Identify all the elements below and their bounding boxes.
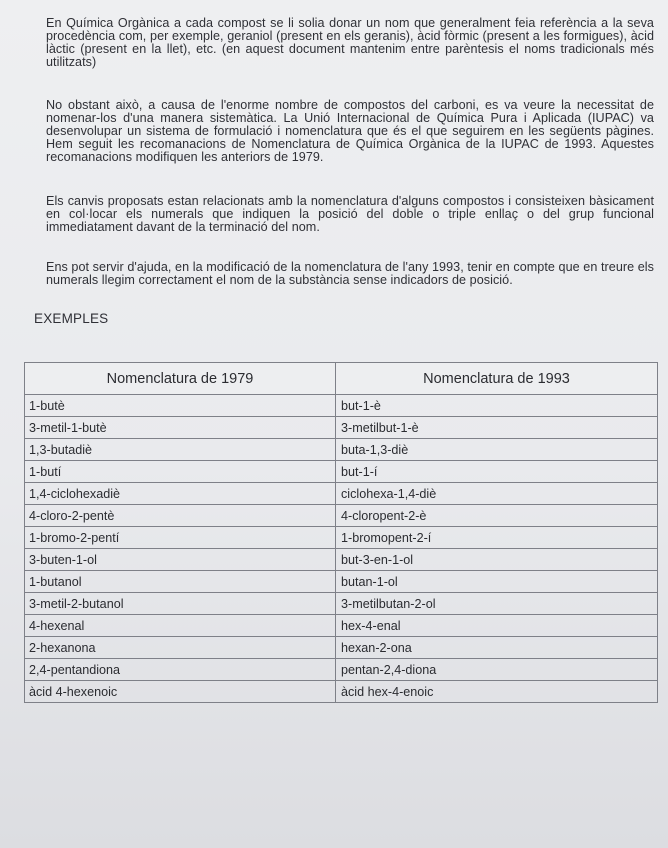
- table-row: [25, 527, 658, 549]
- name-1993: 3-metilbut-1-è: [336, 417, 658, 439]
- examples-heading: EXEMPLES: [34, 311, 109, 326]
- name-1993: but-1-í: [336, 461, 658, 483]
- name-1993: 4-cloropent-2-è: [336, 505, 658, 527]
- table-row: [25, 505, 658, 527]
- name-1979: 1,4-ciclohexadiè: [25, 483, 336, 505]
- name-1979: 1-butí: [25, 461, 336, 483]
- name-1993: butan-1-ol: [336, 571, 658, 593]
- table-body: [25, 395, 658, 703]
- iupac-paragraph: No obstant això, a causa de l'enorme nombre de compostos del carboni, es va veure la necessitat de nomenar-los d'una manera sistemàtica. La Unió Internacional de Química Pura i Aplicada (IUPAC) va desenvolupar un sistema de formulació i nomenclatura que és el que seguirem en les següents pàgines. Hem seguit les recomanacions de Nomenclatura de Química Orgànica de la IUPAC de 1993. Aquestes recomanacions modifiquen les anteriors de 1979.: [46, 98, 654, 164]
- table-row: [25, 615, 658, 637]
- changes-paragraph: Els canvis proposats estan relacionats amb la nomenclatura d'alguns compostos i consisteixen bàsicament en col·locar els numerals que indiquen la posició del doble o triple enllaç o del grup funcional immediatament davant de la terminació del nom.: [46, 194, 654, 234]
- name-1979: 1-bromo-2-pentí: [25, 527, 336, 549]
- table-row: [25, 483, 658, 505]
- name-1979: 4-cloro-2-pentè: [25, 505, 336, 527]
- table-row: [25, 637, 658, 659]
- table-header-row: [25, 363, 658, 395]
- table-row: [25, 659, 658, 681]
- table-row: [25, 549, 658, 571]
- name-1993: àcid hex-4-enoic: [336, 681, 658, 703]
- name-1979: 1,3-butadiè: [25, 439, 336, 461]
- name-1993: 3-metilbutan-2-ol: [336, 593, 658, 615]
- nomenclature-table: [24, 362, 658, 703]
- name-1993: hex-4-enal: [336, 615, 658, 637]
- tip-paragraph: Ens pot servir d'ajuda, en la modificació de la nomenclatura de l'any 1993, tenir en compte que en treure els numerals llegim correctament el nom de la substància sense indicadors de posició.: [46, 260, 654, 287]
- table-row: [25, 461, 658, 483]
- name-1979: 3-metil-1-butè: [25, 417, 336, 439]
- table-row: [25, 593, 658, 615]
- table-row: [25, 395, 658, 417]
- intro-paragraph: En Química Orgànica a cada compost se li solia donar un nom que generalment feia referència a la seva procedència com, per exemple, geraniol (present en els geranis), àcid fòrmic (present a les formigues), àcid làctic (present en la llet), etc. (en aquest document mantenim entre parèntesis el noms tradicionals més utilitzats): [46, 16, 654, 69]
- name-1993: 1-bromopent-2-í: [336, 527, 658, 549]
- name-1993: ciclohexa-1,4-diè: [336, 483, 658, 505]
- name-1993: hexan-2-ona: [336, 637, 658, 659]
- name-1979: 3-metil-2-butanol: [25, 593, 336, 615]
- name-1979: 1-butè: [25, 395, 336, 417]
- name-1979: 3-buten-1-ol: [25, 549, 336, 571]
- name-1979: 2,4-pentandiona: [25, 659, 336, 681]
- table-row: [25, 439, 658, 461]
- column-header-1979: Nomenclatura de 1979: [25, 363, 336, 395]
- column-header-1993: Nomenclatura de 1993: [336, 363, 658, 395]
- name-1993: pentan-2,4-diona: [336, 659, 658, 681]
- name-1993: but-3-en-1-ol: [336, 549, 658, 571]
- name-1979: 2-hexanona: [25, 637, 336, 659]
- table-row: [25, 417, 658, 439]
- name-1979: 4-hexenal: [25, 615, 336, 637]
- name-1993: but-1-è: [336, 395, 658, 417]
- table-row: [25, 571, 658, 593]
- name-1993: buta-1,3-diè: [336, 439, 658, 461]
- name-1979: àcid 4-hexenoic: [25, 681, 336, 703]
- table-row: [25, 681, 658, 703]
- name-1979: 1-butanol: [25, 571, 336, 593]
